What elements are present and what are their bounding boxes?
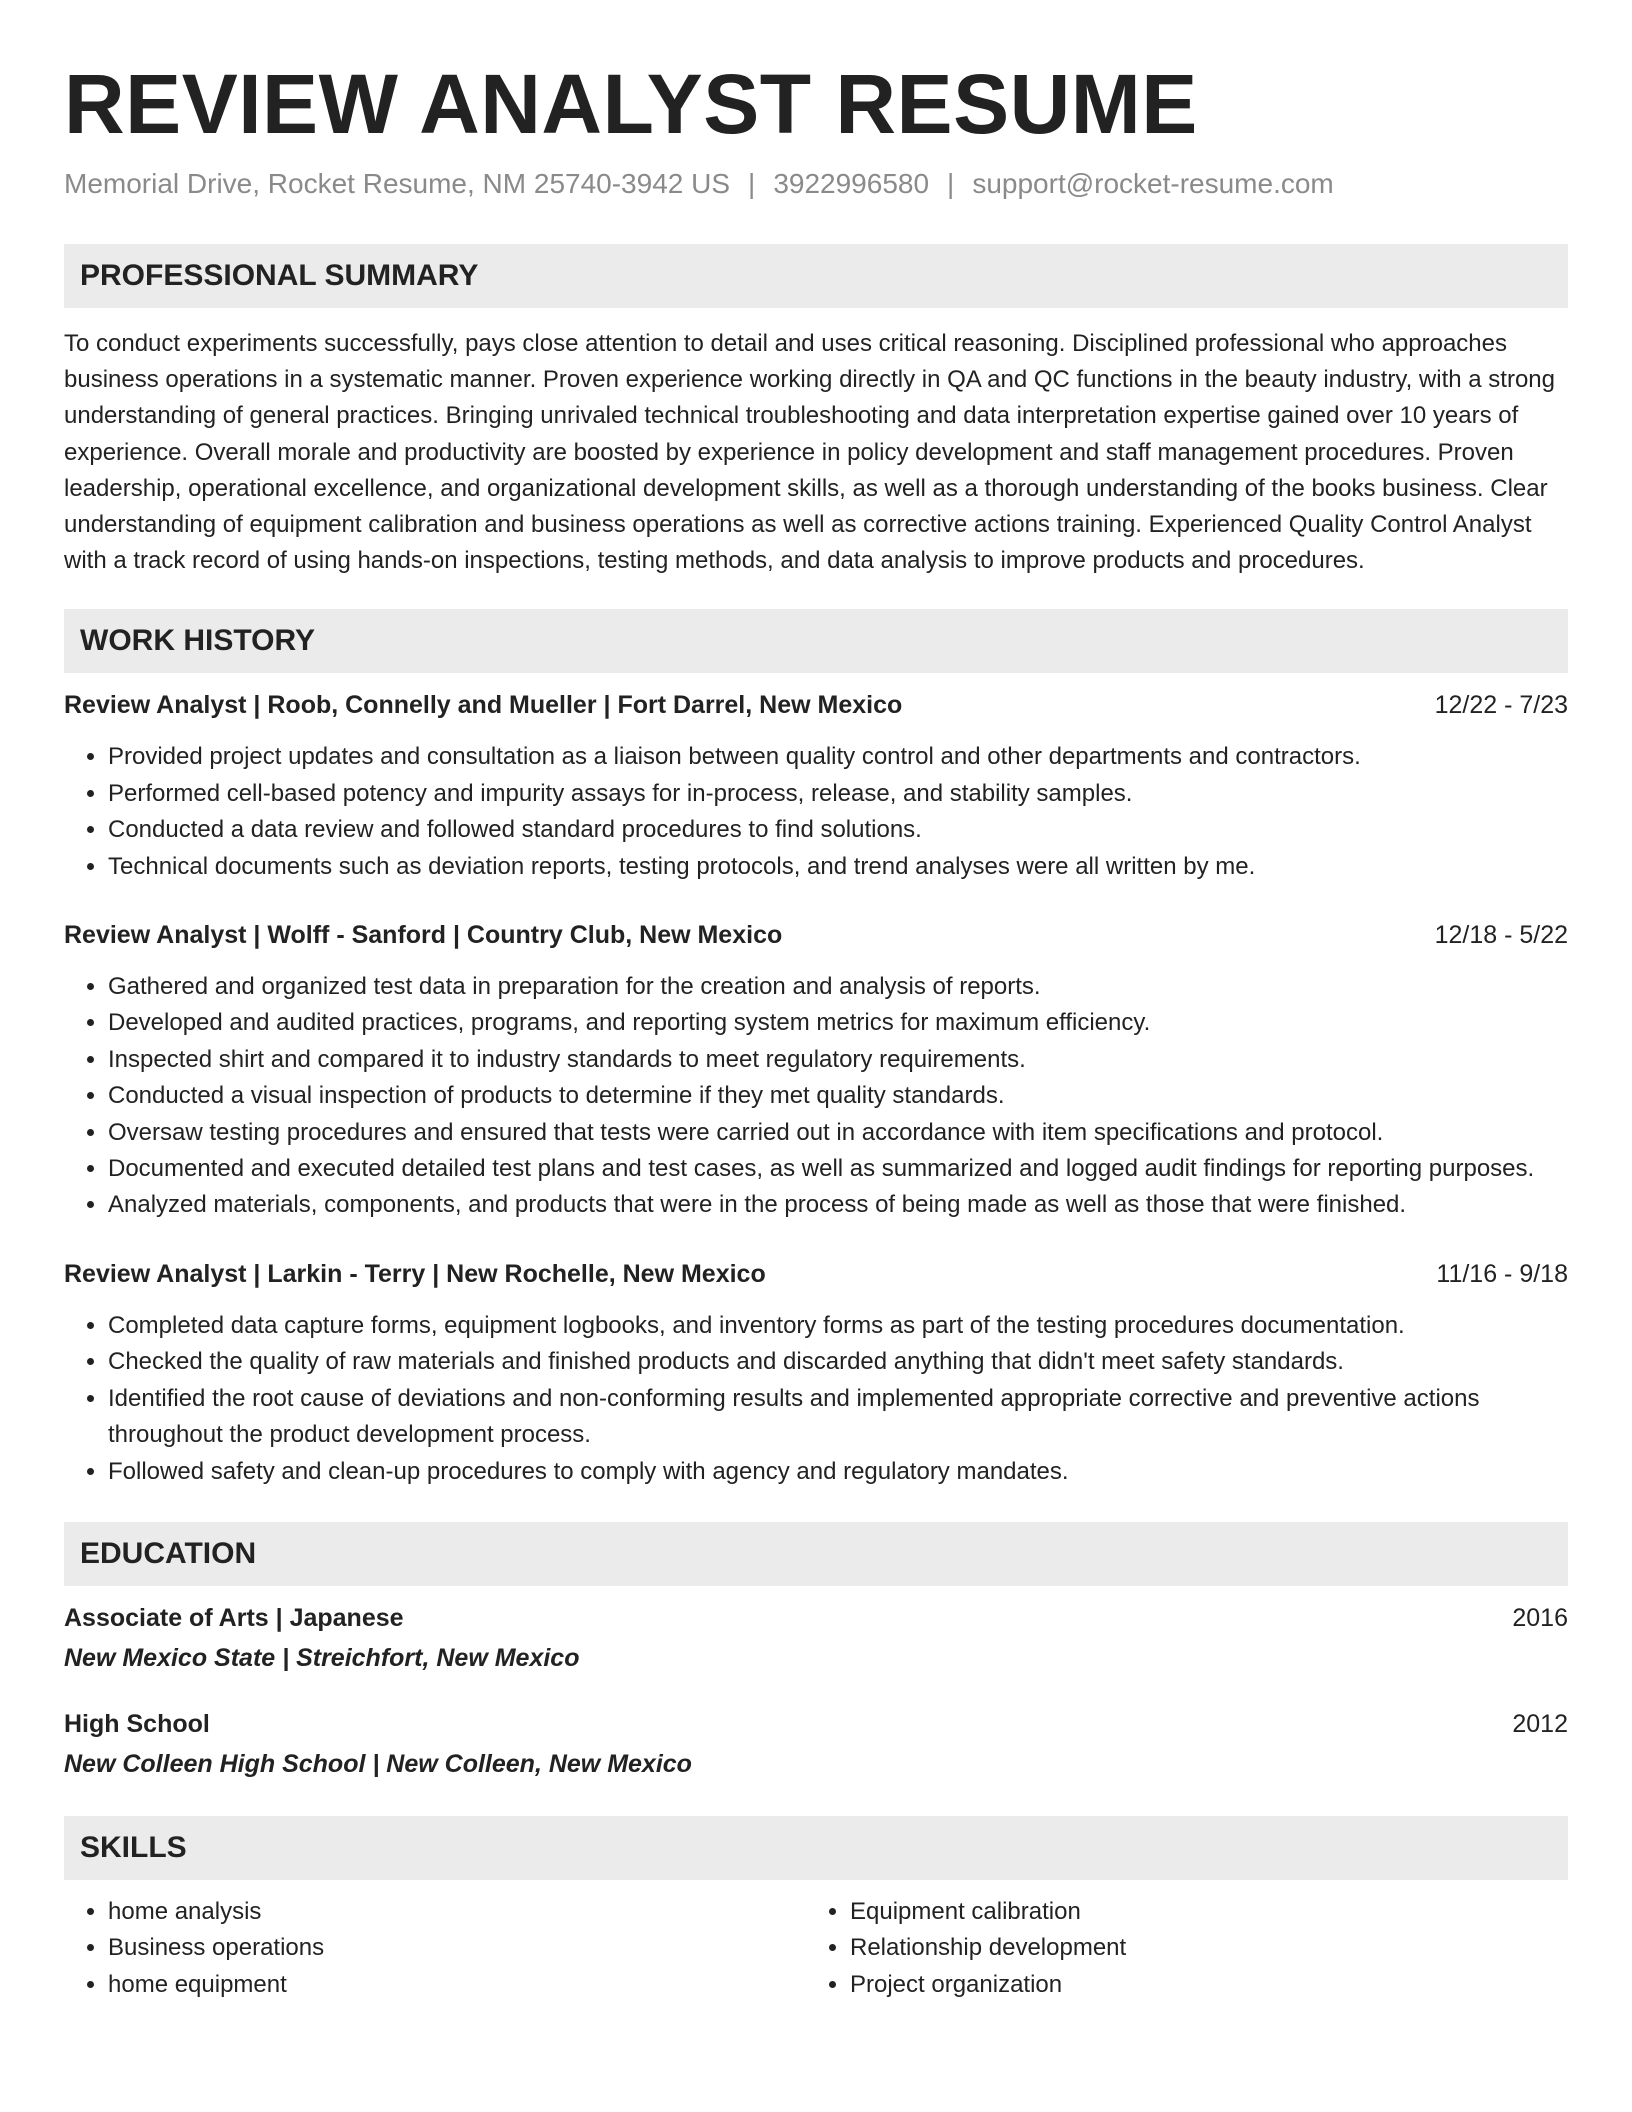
graduation-year: 2016 xyxy=(1512,1603,1568,1632)
job-entry xyxy=(64,917,1568,1224)
job-header xyxy=(64,1256,1568,1292)
contact-separator: | xyxy=(748,168,756,199)
job-bullet: • Gathered and organized test data in preparation for the creation and analysis of reports. xyxy=(108,969,1568,1005)
job-bullet: • Identified the root cause of deviations and non-conforming results and implemented appropriate corrective and preventive actions throughout the product development process. xyxy=(108,1381,1568,1454)
education-entry xyxy=(64,1600,1568,1676)
job-bullets xyxy=(64,1308,1568,1490)
skill-item: • Relationship development xyxy=(850,1930,1548,1966)
resume-page xyxy=(64,52,1568,2003)
contact-separator: | xyxy=(947,168,955,199)
education-header xyxy=(64,1600,1568,1636)
job-header xyxy=(64,687,1568,723)
job-bullet: • Followed safety and clean-up procedures to comply with agency and regulatory mandates. xyxy=(108,1454,1568,1490)
contact-phone: 3922996580 xyxy=(773,168,930,199)
skills-list xyxy=(806,1894,1548,2003)
job-entry xyxy=(64,687,1568,885)
job-title: Review Analyst | Wolff - Sanford | Country Club, New Mexico xyxy=(64,921,783,950)
skills-heading: SKILLS xyxy=(64,1816,1568,1880)
skill-item: • home equipment xyxy=(108,1967,806,2003)
skill-item: • Business operations xyxy=(108,1930,806,1966)
job-dates: 12/18 - 5/22 xyxy=(1434,921,1568,950)
job-bullets xyxy=(64,969,1568,1224)
job-bullet: • Documented and executed detailed test plans and test cases, as well as summarized and logged audit findings for reporting purposes. xyxy=(108,1151,1568,1187)
skills-list xyxy=(64,1894,806,2003)
summary-heading: PROFESSIONAL SUMMARY xyxy=(64,244,1568,308)
job-header xyxy=(64,917,1568,953)
skill-item: • Project organization xyxy=(850,1967,1548,2003)
summary-text: To conduct experiments successfully, pays close attention to detail and uses critical reasoning. Disciplined professional who approaches business operations in a systematic manner. Proven experience working directly in QA and QC functions in the beauty industry, with a strong understanding of general practices. Bringing unrivaled technical troubleshooting and data interpretation expertise gained over 10 years of experience. Overall morale and productivity are boosted by experience in policy development and staff management procedures. Proven leadership, operational excellence, and organizational development skills, as well as a thorough understanding of the books business. Clear understanding of equipment calibration and business operations as well as corrective actions training. Experienced Quality Control Analyst with a track record of using hands-on inspections, testing methods, and data analysis to improve products and procedures. xyxy=(64,330,1555,575)
job-dates: 11/16 - 9/18 xyxy=(1436,1259,1568,1288)
education-heading: EDUCATION xyxy=(64,1522,1568,1586)
contact-address: Memorial Drive, Rocket Resume, NM 25740-3942 US xyxy=(64,168,731,199)
skill-item: • Equipment calibration xyxy=(850,1894,1548,1930)
job-title: Review Analyst | Larkin - Terry | New Rochelle, New Mexico xyxy=(64,1259,766,1288)
skills-grid xyxy=(64,1894,1568,2003)
degree: High School xyxy=(64,1709,210,1738)
skills-column-right xyxy=(806,1894,1548,2003)
job-dates: 12/22 - 7/23 xyxy=(1434,691,1568,720)
resume-title: REVIEW ANALYST RESUME xyxy=(64,57,1198,151)
job-bullet: • Technical documents such as deviation reports, testing protocols, and trend analyses were all written by me. xyxy=(108,849,1568,885)
job-bullet: • Conducted a data review and followed standard procedures to find solutions. xyxy=(108,812,1568,848)
skills-column-left xyxy=(64,1894,806,2003)
job-entry xyxy=(64,1256,1568,1490)
job-bullet: • Checked the quality of raw materials and finished products and discarded anything that didn't meet safety standards. xyxy=(108,1344,1568,1380)
contact-email: support@rocket-resume.com xyxy=(972,168,1334,199)
degree: Associate of Arts | Japanese xyxy=(64,1603,404,1632)
school: New Mexico State | Streichfort, New Mexico xyxy=(64,1643,580,1672)
job-bullet: • Provided project updates and consultation as a liaison between quality control and other departments and contractors. xyxy=(108,739,1568,775)
job-bullet: • Completed data capture forms, equipment logbooks, and inventory forms as part of the testing procedures documentation. xyxy=(108,1308,1568,1344)
job-title: Review Analyst | Roob, Connelly and Mueller | Fort Darrel, New Mexico xyxy=(64,691,903,720)
job-bullets xyxy=(64,739,1568,885)
job-bullet: • Conducted a visual inspection of products to determine if they met quality standards. xyxy=(108,1078,1568,1114)
work-history-heading: WORK HISTORY xyxy=(64,609,1568,673)
job-bullet: • Inspected shirt and compared it to industry standards to meet regulatory requirements. xyxy=(108,1042,1568,1078)
job-bullet: • Performed cell-based potency and impurity assays for in-process, release, and stability samples. xyxy=(108,776,1568,812)
job-bullet: • Oversaw testing procedures and ensured that tests were carried out in accordance with item specifications and protocol. xyxy=(108,1115,1568,1151)
education-entry xyxy=(64,1706,1568,1782)
job-bullet: • Developed and audited practices, programs, and reporting system metrics for maximum efficiency. xyxy=(108,1005,1568,1041)
contact-line xyxy=(64,164,1568,204)
school: New Colleen High School | New Colleen, New Mexico xyxy=(64,1749,692,1778)
education-header xyxy=(64,1706,1568,1742)
graduation-year: 2012 xyxy=(1512,1709,1568,1738)
skill-item: • home analysis xyxy=(108,1894,806,1930)
job-bullet: • Analyzed materials, components, and products that were in the process of being made as well as those that were finished. xyxy=(108,1187,1568,1223)
